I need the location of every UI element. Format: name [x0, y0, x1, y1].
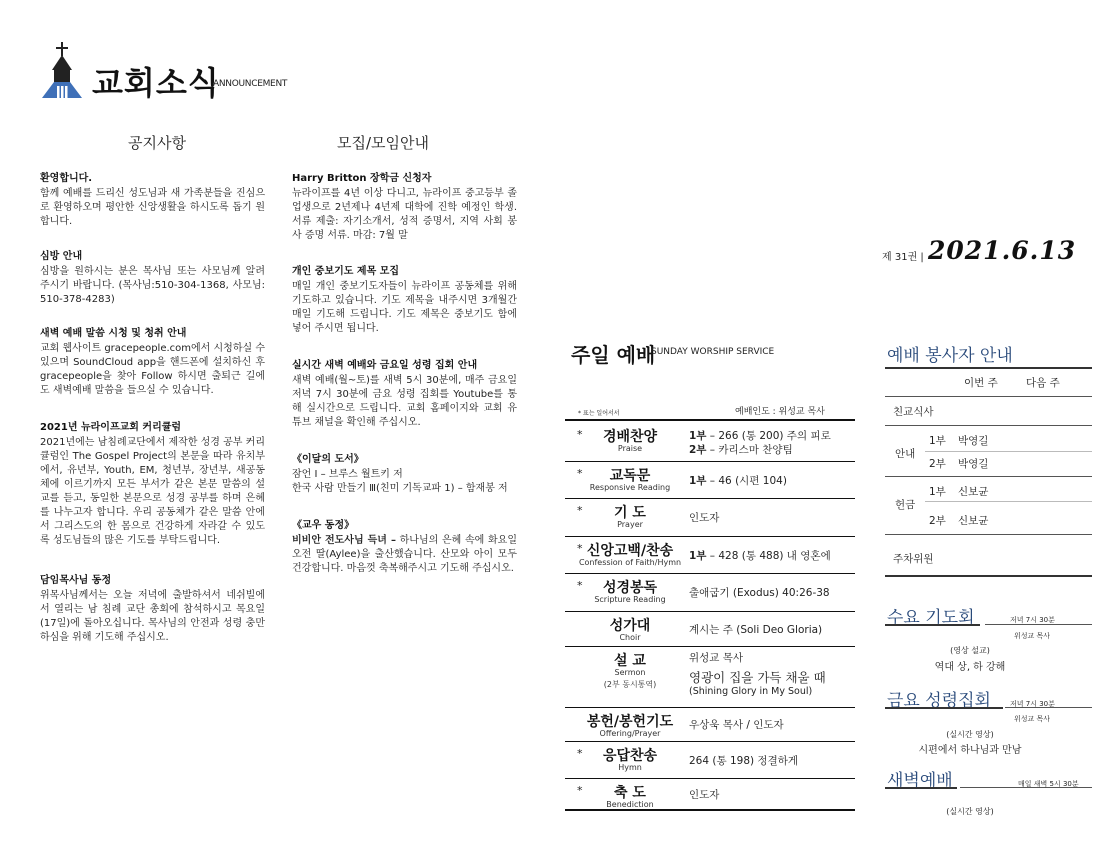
worship-item-note: (2부 동시통역): [603, 680, 657, 689]
worship-item: [565, 646, 855, 707]
worship-title-en: SUNDAY WORSHIP SERVICE: [651, 347, 775, 357]
offering-part: 2부: [929, 515, 946, 527]
recruit-members-news: [292, 519, 517, 576]
this-week-header: 이번 주: [964, 377, 998, 389]
worship-item-en: Offering/Prayer: [599, 729, 661, 738]
recruit-title: 《교우 동정》: [292, 520, 355, 531]
worship-item-name: 성경봉독: [602, 580, 658, 596]
recruit-live-service: [292, 359, 517, 430]
notices-heading: 공지사항: [128, 134, 186, 152]
notice-dawn-service: [40, 327, 265, 398]
recruit-body: 뉴라이프를 4년 이상 다니고, 뉴라이프 중고등부 졸업생으로 2년제나 4년제 대학에 진학 예정인 학생. 서류 제출: 자기소개서, 성적 증명서, 지역 사회 봉사 증명 서류. 마감: 7월 말: [292, 188, 517, 241]
offering-name: 신보균: [958, 515, 989, 527]
standing-mark: *: [577, 542, 583, 555]
worship-item: [565, 461, 855, 498]
standing-mark: *: [577, 579, 583, 592]
worship-item: [565, 707, 855, 741]
recruit-title: 실시간 새벽 예배와 금요일 성령 집회 안내: [292, 360, 478, 371]
content-text: 인도자: [689, 512, 720, 524]
worship-item-content: [689, 442, 793, 457]
notice-pastor: [40, 574, 265, 645]
notice-body: 2021년에는 남침례교단에서 제작한 성경 공부 커리큘럼인 The Gospel Project의 본문을 따라 유치부에서, 유년부, Youth, EM, 청년부, 장년부, 새공동체에 이르기까지 모든 부서가 같은 본문 말씀의 설교를 듣고, 동일한 본문으로 성경 공부를 하며 은혜를 나누고자 합니다. 우리 공동체가 같은 말씀 안에서 그리스도의 한 몸으로 건강하게 자라갈 수 있도록 성도님들의 많은 기도를 부탁드립니다.: [40, 437, 265, 546]
worship-item: [565, 422, 855, 461]
worship-item-en: Praise: [617, 444, 643, 453]
worship-item-name: 기 도: [614, 505, 646, 521]
church-logo-icon: [40, 42, 84, 98]
notice-title: 환영합니다.: [40, 173, 93, 184]
worship-item-en: Hymn: [618, 763, 642, 772]
issue-date: 2021.6.13: [928, 236, 1077, 265]
recruit-body: 매일 개인 중보기도자들이 뉴라이프 공동체를 위해 기도하고 있습니다. 기도 제목을 내주시면 3개월간 매일 기도해 드립니다. 기도 제목은 중보기도 함에 넣어 주시면 됩니다.: [292, 281, 517, 334]
part-label: 1부: [689, 550, 707, 562]
worship-leader: 예배인도 : 위성교 목사: [735, 407, 825, 417]
worship-item-content: [689, 622, 822, 637]
content-text: 인도자: [689, 789, 720, 801]
recruit-lead: 비비안 전도사님 득녀 –: [292, 535, 396, 546]
content-text: 출애굽기 (Exodus) 40:26-38: [689, 587, 830, 599]
worship-item-en: Choir: [619, 633, 641, 642]
worship-item-content: [689, 428, 831, 443]
worship-item-en: Benediction: [606, 800, 654, 809]
content-text: 위성교 목사: [689, 652, 744, 664]
notice-body: 심방을 원하시는 분은 목사님 또는 사모님께 알려 주시기 바랍니다. (목사님:510-304-1368, 사모님: 510-378-4283): [40, 266, 265, 305]
worship-item: [565, 741, 855, 778]
friday-title: 금요 성령집회: [887, 691, 991, 711]
worship-item: [565, 778, 855, 809]
worship-item-content: [689, 787, 719, 802]
notice-curriculum: [40, 421, 265, 548]
standing-mark: *: [577, 504, 583, 517]
usher-part: 1부: [929, 435, 946, 447]
worship-item-name: 응답찬송: [602, 748, 658, 764]
notice-title: 2021년 뉴라이프교회 커리큘럼: [40, 422, 182, 433]
content-text: 264 (통 198) 정결하게: [689, 755, 799, 767]
usher-name: 박영길: [958, 435, 989, 447]
worship-item-name: 축 도: [614, 785, 646, 801]
worship-item-content: [689, 668, 826, 686]
worship-item-en: Prayer: [617, 520, 643, 529]
worship-item: [565, 611, 855, 646]
notice-body: 교회 웹사이트 gracepeople.com에서 시청하실 수 있으며 SoundCloud app을 핸드폰에 설치하신 후 gracepeople을 찾아 Follow 하시면 출퇴근 길에도 새벽예배 말씀을 들으실 수 있습니다.: [40, 343, 265, 396]
wednesday-note: (영상 설교): [950, 646, 990, 655]
notice-body: 위목사님께서는 오늘 저녁에 출발하셔서 네쉬빌에서 열리는 남 침례 교단 총회에 참석하시고 목요일(17일)에 돌아오십니다. 목사님의 안전과 성령 충만하심을 위해 기도해 주십시오.: [40, 590, 265, 643]
worship-item-name: 신앙고백/찬송: [586, 543, 674, 559]
notice-title: 심방 안내: [40, 251, 83, 262]
notice-visitation: [40, 250, 265, 307]
friday-leader: 위성교 목사: [1014, 715, 1051, 723]
worship-item-name: 성가대: [609, 618, 651, 634]
notice-welcome: [40, 172, 265, 229]
content-text: – 428 (통 488) 내 영혼에: [706, 550, 831, 562]
page-subtitle: ANNOUNCEMENT: [213, 79, 288, 89]
worship-item-name: 경배찬양: [602, 429, 658, 445]
offering-part: 1부: [929, 486, 946, 498]
worship-item-en: Responsive Reading: [589, 483, 671, 492]
fellowship-label: 친교식사: [893, 406, 934, 418]
ushers-label: 안내: [895, 448, 916, 460]
worship-item: [565, 573, 855, 611]
dawn-time: 매일 새벽 5시 30분: [1018, 780, 1079, 788]
standing-note: * 표는 일어서서: [578, 410, 620, 417]
recruit-books: [292, 453, 517, 496]
recruit-body: 새벽 예배(월~토)를 새벽 5시 30분에, 매주 금요일 저녁 7시 30분에 금요 성령 집회를 Youtube를 통해 실시간으로 드립니다. 교회 홈페이지와 교회 유튜브 채널을 확인해 주십시오.: [292, 375, 517, 428]
recruit-title: 개인 중보기도 제목 모집: [292, 266, 400, 277]
content-text: – 46 (시편 104): [706, 475, 787, 487]
usher-name: 박영길: [958, 458, 989, 470]
friday-time: 저녁 7시 30분: [1010, 700, 1055, 708]
worship-item: [565, 536, 855, 573]
issue-volume: 제 31권 |: [882, 252, 924, 263]
worship-item-content: [689, 686, 812, 697]
worship-item-content: [689, 717, 784, 732]
worship-item-name: 설 교: [614, 653, 646, 669]
wednesday-content: 역대 상, 하 강해: [934, 662, 1006, 673]
content-text: – 266 (통 200) 주의 피로: [706, 430, 831, 442]
part-label: 1부: [689, 475, 707, 487]
dawn-note: (실시간 영상): [946, 807, 994, 816]
standing-mark: *: [577, 467, 583, 480]
notice-body: 함께 예배를 드리신 성도님과 새 가족분들을 진심으로 환영하오며 평안한 신앙생활을 하시도록 돕기 원합니다.: [40, 188, 265, 227]
worship-item-content: [689, 650, 743, 665]
worship-item-content: [689, 585, 830, 600]
friday-note: (실시간 영상): [946, 730, 994, 739]
worship-item-en: Confession of Faith/Hymn: [578, 558, 682, 567]
content-text: 계시는 주 (Soli Deo Gloria): [689, 624, 823, 636]
worship-item-en: Sermon: [614, 668, 646, 677]
notice-title: 담임목사님 동정: [40, 575, 112, 586]
worship-item: [565, 498, 855, 536]
worship-title: 주일 예배: [571, 343, 656, 367]
recruit-body: 하나님의 은혜 속에 화요일 오전 딸(Aylee)을 출산했습니다. 산모와 아이 모두 건강합니다. 마음껏 축복해주시고 기도해 주십시오.: [292, 535, 517, 574]
part-label: 1부: [689, 430, 707, 442]
recruit-title: 《이달의 도서》: [292, 454, 364, 465]
wednesday-leader: 위성교 목사: [1014, 632, 1051, 640]
standing-mark: *: [577, 747, 583, 760]
worship-item-content: [689, 510, 719, 525]
content-text: 영광이 집을 가득 채울 때: [689, 670, 826, 685]
recruit-prayer: [292, 265, 517, 336]
usher-part: 2부: [929, 458, 946, 470]
recruit-heading: 모집/모임안내: [337, 134, 429, 152]
offering-name: 신보균: [958, 486, 989, 498]
worship-item-content: [689, 548, 831, 563]
offering-label: 헌금: [895, 499, 916, 511]
worship-item-name: 봉헌/봉헌기도: [586, 714, 674, 730]
worship-item-content: [689, 473, 787, 488]
standing-mark: *: [577, 784, 583, 797]
worship-item-content: [689, 753, 798, 768]
recruit-scholarship: [292, 172, 517, 243]
friday-content: 시편에서 하나님과 만남: [918, 745, 1022, 756]
notice-title: 새벽 예배 말씀 시청 및 청취 안내: [40, 328, 187, 339]
servants-title: 예배 봉사자 안내: [887, 346, 1013, 366]
wednesday-time: 저녁 7시 30분: [1010, 616, 1055, 624]
worship-item-en: Scripture Reading: [594, 595, 666, 604]
recruit-body: 잠언 I – 브루스 월트키 저 한국 사람 만들기 Ⅲ(친미 기독교파 1) – 함재봉 저: [292, 469, 508, 494]
next-week-header: 다음 주: [1026, 377, 1060, 389]
worship-item-name: 교독문: [609, 468, 651, 484]
recruit-title: Harry Britton 장학금 신청자: [292, 173, 432, 184]
page-title: 교회소식: [92, 64, 220, 102]
content-text: (Shining Glory in My Soul): [689, 686, 813, 697]
content-text: 우상욱 목사 / 인도자: [689, 719, 784, 731]
part-label: 2부: [689, 444, 707, 456]
content-text: – 카리스마 찬양팀: [706, 444, 793, 456]
dawn-title: 새벽예배: [887, 771, 953, 791]
parking-label: 주차위원: [893, 553, 934, 565]
wednesday-title: 수요 기도회: [887, 608, 975, 628]
standing-mark: *: [577, 428, 583, 441]
